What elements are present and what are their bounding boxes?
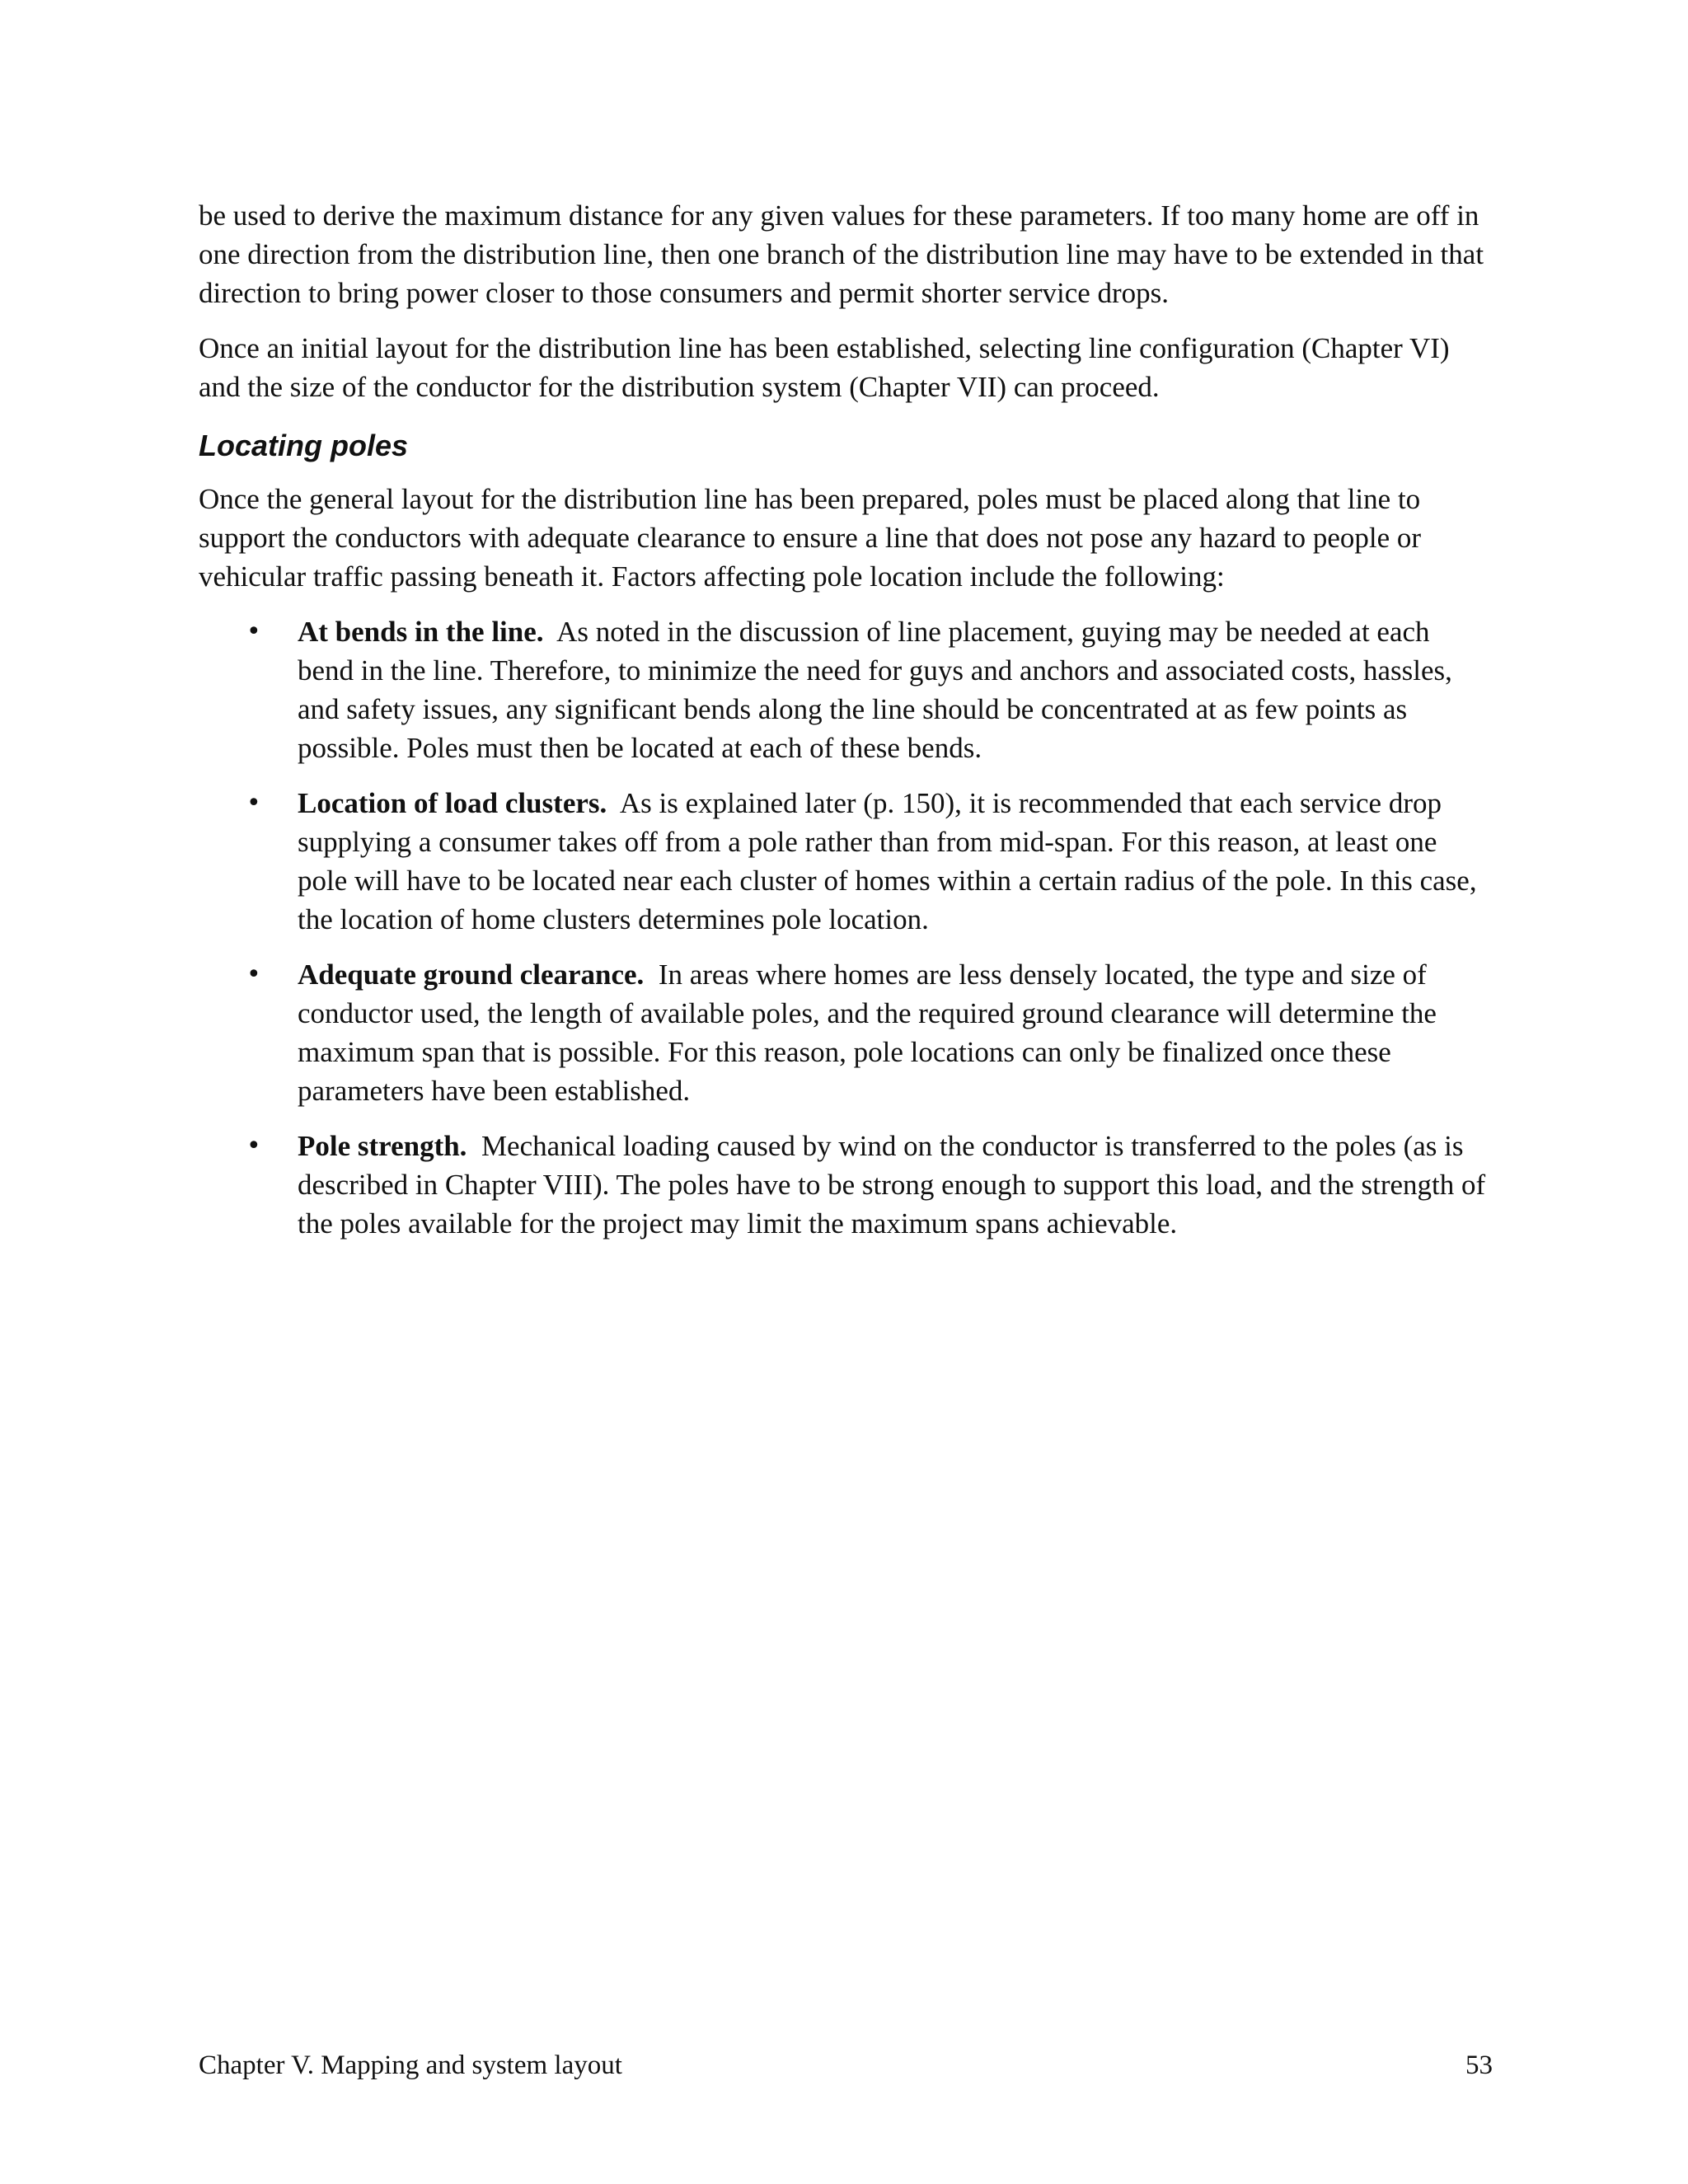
footer-chapter-title: Chapter V. Mapping and system layout xyxy=(199,2050,622,2080)
list-item-text: Mechanical loading caused by wind on the conductor is transferred to the poles (as is described in Chapter VIII). The poles have to be strong enough to support this load, and the strength of the poles available for the project may limit the maximum spans achievable. xyxy=(298,1130,1486,1240)
page-footer xyxy=(199,2049,1493,2082)
body-text xyxy=(199,196,1493,1259)
paragraph-next-steps: Once an initial layout for the distribution line has been established, selecting line configuration (Chapter VI) and the size of the conductor for the distribution system (Chapter VII) can proceed. xyxy=(199,332,1450,403)
list-item-text: As is explained later (p. 150), it is recommended that each service drop supplying a consumer takes off from a pole rather than from mid-span. For this reason, at least one pole will have to be located near each cluster of homes within a certain radius of the pole. In this case, the location of home clusters determines pole location. xyxy=(298,787,1477,935)
bullet-icon: • xyxy=(246,960,261,989)
bullet-icon: • xyxy=(246,789,261,818)
bullet-icon: • xyxy=(246,617,261,646)
list-item-text: As noted in the discussion of line placement, guying may be needed at each bend in the line. Therefore, to minimize the need for guys and anchors and associated costs, hassles, and safety issues, any significant bends along the line should be concentrated at as few points as possible. Poles must then be located at each of these bends. xyxy=(298,616,1452,764)
list-item-title: Location of load clusters. xyxy=(298,787,607,819)
bullet-icon: • xyxy=(246,1132,261,1160)
page-number: 53 xyxy=(1465,2050,1493,2080)
section-intro: Once the general layout for the distribution line has been prepared, poles must be placed along that line to support the conductors with adequate clearance to ensure a line that does not pose any hazard to people or vehicular traffic passing beneath it. Factors affecting pole location include the following: xyxy=(199,483,1422,593)
list-item xyxy=(199,784,1493,939)
list-item-title: At bends in the line. xyxy=(298,616,544,648)
factor-list xyxy=(199,612,1493,1243)
list-item-title: Pole strength. xyxy=(298,1130,467,1162)
paragraph-continuation: be used to derive the maximum distance for any given values for these parameters. If too many home are off in one direction from the distribution line, then one branch of the distribution line may have to be extended in that direction to bring power closer to those consumers and permit shorter service drops. xyxy=(199,199,1484,309)
list-item-text: In areas where homes are less densely located, the type and size of conductor used, the length of available poles, and the required ground clearance will determine the maximum span that is possible. For this reason, pole locations can only be finalized once these parameters have been established. xyxy=(298,958,1437,1107)
list-item xyxy=(199,955,1493,1110)
list-item xyxy=(199,1127,1493,1243)
list-item-title: Adequate ground clearance. xyxy=(298,958,645,991)
list-item xyxy=(199,612,1493,767)
section-heading: Locating poles xyxy=(199,429,409,462)
